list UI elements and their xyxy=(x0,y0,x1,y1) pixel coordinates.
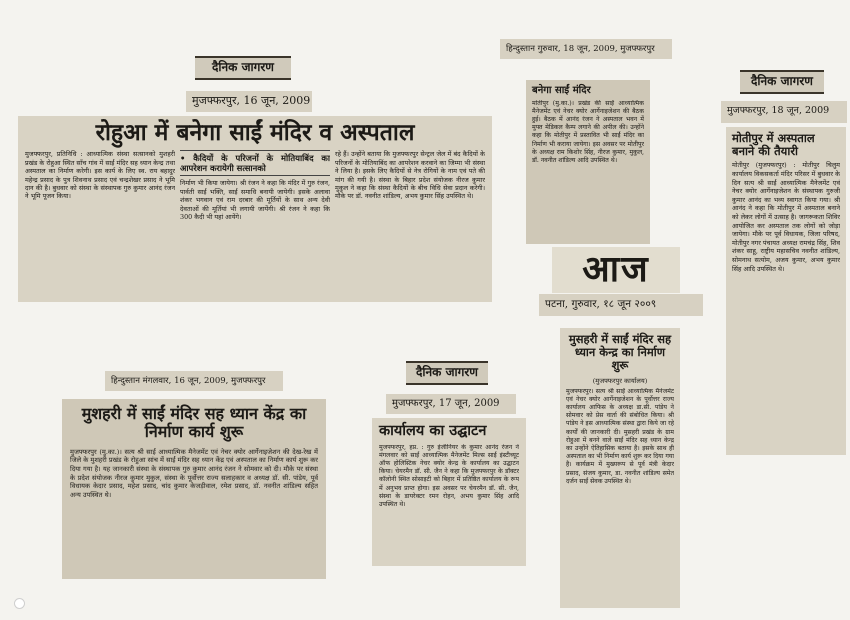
c1-column-2-text: निर्माण भी किया जायेगा। श्री रंजन ने कहा कि मंदिर में गुरु रंजन, पार्वती साईं भक्ति, साईं समाधि बनायी जायेगी। इसके अलावा शंकर भगवान एवं राम दरबार की मूर्तियों के साथ अन्य देवी देवताओं की मूर्तियां भी लगायी जायेंगी। श्री रंजन ने कहा कि 300 कैदी भी यहां आयेंगे। xyxy=(180,179,330,222)
c2-headline: मुशहरी में साईं मंदिर सह ध्यान केंद्र का निर्माण कार्य शुरू xyxy=(81,404,307,442)
c1-logo: दैनिक जागरण xyxy=(195,56,291,80)
clipping-aaj-mushari xyxy=(560,328,680,608)
c5-headline: मुसहरी में साईं मंदिर सह ध्यान केन्द्र का निर्माण शुरू xyxy=(568,332,672,373)
c6-headline: मोतीपुर में अस्पताल बनाने की तैयारी xyxy=(732,131,815,159)
c5-dateline: पटना, गुरुवार, १८ जून २००९ xyxy=(539,294,703,316)
c1-column-3: रहे हैं। उन्होंने बताया कि मुजफ्फरपुर सेन्ट्रल जेल में बंद कैदियों के परिजनों के मोतियाबिंद का आपरेशन करवाने का जिम्मा भी संस्था ने लिया है। इसके लिए कैदियों से नेत्र रोगियों के नाम एवं पते की मांग की गयी है। संस्था के बिहार प्रदेश संयोजक नीरज कुमार मुकुल ने कहा कि संस्था कैदियों के बीच विधि सेवा प्रदान करेगी। मौके पर डॉ. नवनीत शांडिल्य, अभय कुमार सिंह उपस्थित थे। xyxy=(335,150,485,201)
clipping-rohua-temple xyxy=(18,116,492,302)
c3-dateline: मुजफ्फरपुर, 17 जून, 2009 xyxy=(386,394,516,414)
clipping-sai-temple-motipur xyxy=(526,80,650,244)
c2-body: मुजफ्फरपुर (मु.का.)। सत्य श्री साईं आध्यात्मिक मैनेजमेंट एवं नेचर क्योर आर्गेनाइजेशन की देख-रेख में जिले के मुशहरी प्रखंड के रोहुआ सांच में साईं मंदिर सह ध्यान केंद्र एवं अस्पताल का निर्माण कार्य शुरू कर दिया गया है। यह जानकारी संस्था के संस्थापक गुरु कुमार आनंद रंजन ने सोमवार को दी। मौके पर संस्था के प्रदेश संयोजक नीरज कुमार मुकुल, संस्था के पूर्वोत्तर राज्य सलाहकार व अध्यक्ष डॉ. सी. पांडेय, पूर्व विधायक केदार प्रसाद, महेश प्रसाद, चांद कुमार केजड़ीवाल, रमेश प्रसाद, डॉ. नवनीत शांडिल्य सहित अन्य उपस्थित थे। xyxy=(70,447,318,499)
c5-byline: (मुजफ्फरपुर कार्यालय) xyxy=(592,376,648,385)
c3-headline: कार्यालय का उद्घाटन xyxy=(379,422,487,439)
c4-body: मोतीपुर (मु.का.)। प्रखंड की साईं आध्यात्मिक मैनेजमेंट एवं नेचर क्योर आर्गेनाइजेशन की बैठक हुई। बैठक में आनंद रंजन ने अस्पताल भवन में मुफ्त मेडिकल कैम्प लगाने की अपील की। उन्होंने कहा कि मोतीपुर में प्रस्तावित भी साईं मंदिर का निर्माण भी कराया जायेगा। इस अवसर पर मोतीपुर के अध्यक्ष राम किशोर सिंह, नीरज कुमार, मुकुल, डॉ. नवनीत शांडिल्य आदि उपस्थित थे। xyxy=(532,99,644,164)
punch-hole xyxy=(14,598,25,609)
c5-body: मुजफ्फरपुर। सत्य श्री साईं आध्यात्मिक मैनेजमेंट एवं नेचर क्योर आर्गेनाइजेशन के पूर्वोत्तर राज्य कार्यालय आफिस के अध्यक्ष डा.सी. पांडेय ने सोमवार को प्रेस वार्ता की संबोधित किया। श्री पांडेय ने इस आध्यात्मिक संस्था द्वारा किये जा रहे कार्यों की जानकारी दी। मुसहरी प्रखंड के ग्राम रोहुआ में बनने वाले साईं मंदिर सह ध्यान केन्द्र का उन्होंने ऐतिहासिक बताया है। इसके साथ ही अस्पताल का भी निर्माण कार्य शुरू कर दिया गया है। कार्यक्रम में मुख्यरूप से पूर्व मंत्री केदार प्रसाद, संजय कुमार, डा. नवनीत शांडिल्य समेत दर्जन साईं सेवक उपस्थित थे। xyxy=(566,387,674,485)
c1-headline: रोहुआ में बनेगा साईं मंदिर व अस्पताल xyxy=(95,119,415,146)
clipping-mushari-meditation xyxy=(62,399,326,579)
c3-logo: दैनिक जागरण xyxy=(406,361,488,385)
c6-body: मोतीपुर (मुजफ्फरपुर) : मोतीपुर चिलुम कार्यालय विकसकर्ता मंदिर परिसर में बुधवार के दिन सत्य श्री साईं आध्यात्मिक मैनेजमेंट एवं नेचर क्योर आर्गेनाइजेशन के संस्थापक गुरुजी कुमार आनंद का भव्य स्वागत किया गया। श्री आनंद ने कहा कि मोतीपुर में अस्पताल बनाने को लेकर लोगों में उत्साह है। जागरूकता शिविर आयोजित कर अस्पताल तक लोगों को जोड़ा जायेगा। मौके पर पूर्व विधायक, जिला परिषद, मोतीपुर नगर पंचायत अध्यक्ष रामचंद्र सिंह, शिव शंकर साहू, राष्ट्रीय महासचिव नवनीत शांडिल्य, सोमनाथ सत्योम, अजय कुमार, अभय कुमार सिंह आदि उपस्थित थे। xyxy=(732,161,840,273)
c1-subhead: • कैदियों के परिजनों के मोतियाबिंद का आपरेशन करायेगी सत्सानको xyxy=(180,150,330,176)
c4-headline: बनेगा साईं मंदिर xyxy=(532,85,591,96)
c2-dateline: हिन्दुस्तान मंगलवार, 16 जून, 2009, मुजफ्फरपुर xyxy=(105,371,283,391)
clipping-office-inauguration xyxy=(372,418,526,566)
c5-masthead-box xyxy=(552,247,680,293)
clipping-motipur-hospital xyxy=(726,127,846,455)
c6-logo: दैनिक जागरण xyxy=(740,70,824,94)
c1-column-2 xyxy=(180,150,330,221)
c6-dateline: मुजफ्फरपुर, 18 जून, 2009 xyxy=(721,101,847,123)
c1-column-1: मुजफ्फरपुर, प्रतिनिधि : आध्यात्मिक संस्था सत्सानको मुशहरी प्रखंड के रोहुआ स्थित साँच गांव में साईं मंदिर सह ध्यान केन्द्र तथा अस्पताल का निर्माण करेगी। इस कार्य के लिए स्व. राय बहादुर महेन्द्र प्रसाद के पुत्र शिवनाथ प्रसाद एवं चन्द्रशेखर प्रसाद ने भूमि दान की है। बुधवार को संस्था के संस्थापक गुरु कुमार आनंद रंजन ने भूमि पूजन किया। xyxy=(25,150,175,201)
c4-dateline: हिन्दुस्तान गुरुवार, 18 जून, 2009, मुजफ्फरपुर xyxy=(500,39,672,59)
c1-dateline: मुजफ्फरपुर, 16 जून, 2009 xyxy=(186,91,312,112)
c5-masthead: आज xyxy=(582,248,650,290)
c3-body: मुजफ्फरपुर, हप्र. : गुरु इंजीनियर के कुमार आनंद रंजन ने मंगलवार को साईं आध्यात्मिक मैनेजमेंट मिल्स साईं इंस्टीच्यूट ऑफ होलिस्टिक नेचर क्योर केन्द्र के कार्यालय का उद्घाटन किया। चेयरमैन डॉ. सी. जैन ने कहा कि मुजफ्फरपुर के डॉक्टर कॉलोनी स्थित सोसाइटी को बिहार में प्रतिष्ठित कार्यालय के रूप में अनुभव प्राप्त होगा। इस अवसर पर चेयरमैन डॉ. सी. जैन, संस्था के डायरेक्टर रमन रोहन, अभय कुमार सिंह आदि उपस्थित थे। xyxy=(379,443,519,509)
